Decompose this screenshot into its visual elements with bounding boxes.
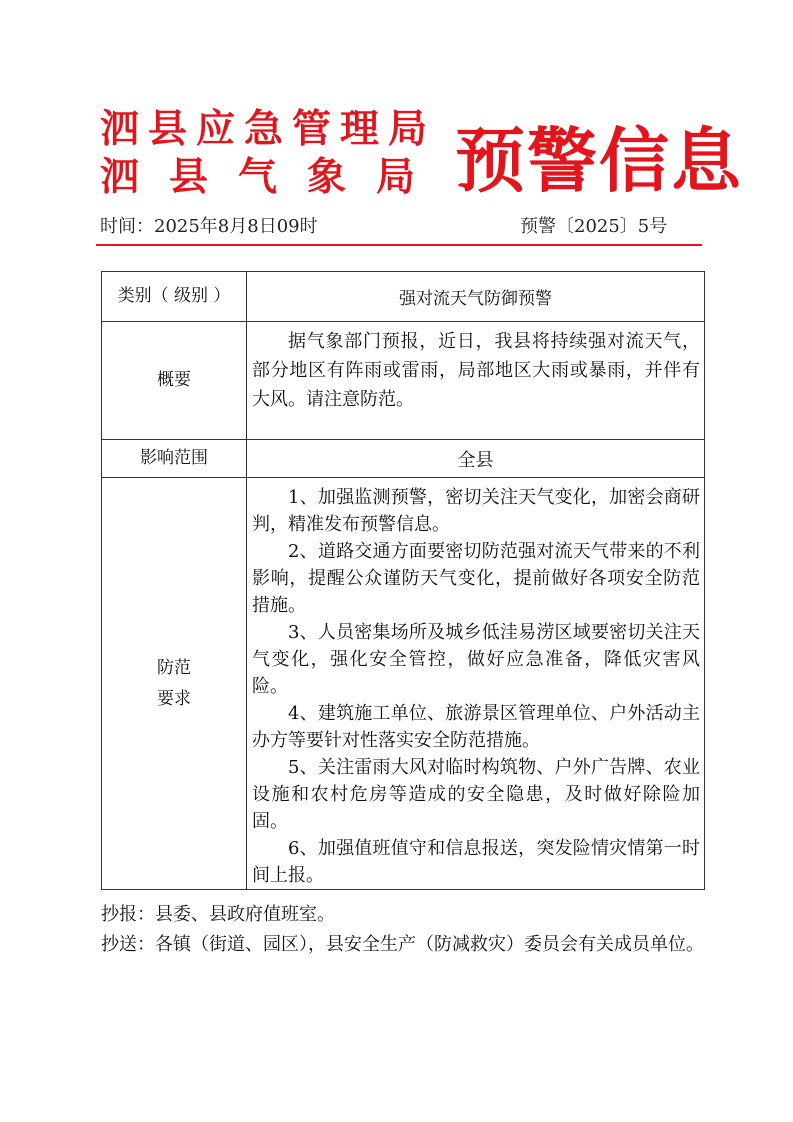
issuing-agency-line-2: 泗县气象局 — [100, 154, 446, 200]
report-to: 抄报：县委、县政府值班室。 — [101, 904, 335, 925]
requirement-item: 5、关注雷雨大风对临时构筑物、户外广告牌、农业设施和农村危房等造成的安全隐患，及时做好除险加固。 — [252, 757, 700, 832]
requirement-item: 1、加强监测预警，密切关注天气变化，加密会商研判，精准发布预警信息。 — [252, 487, 700, 535]
summary-cell — [247, 322, 705, 440]
issue-time: 时间：2025年8月8日09时 — [100, 216, 318, 237]
category-label: 类别（ 级别 ） — [102, 272, 247, 322]
send-to: 抄送：各镇（街道、园区），县安全生产（防减救灾）委员会有关成员单位。 — [101, 934, 704, 955]
summary-label: 概要 — [102, 322, 247, 440]
document-number: 预警〔2025〕5号 — [520, 216, 668, 237]
warning-table — [101, 271, 705, 890]
requirement-item: 4、建筑施工单位、旅游景区管理单位、户外活动主办方等要针对性落实安全防范措施。 — [252, 703, 700, 751]
issuing-agency-line-1: 泗县应急管理局 — [100, 106, 437, 152]
requirements-label-line-2: 要求 — [157, 688, 191, 709]
distribution-footer — [101, 900, 705, 960]
requirement-item: 6、加强值班值守和信息报送，突发险情灾情第一时间上报。 — [252, 838, 700, 886]
requirement-item: 3、人员密集场所及城乡低洼易涝区域要密切关注天气变化，强化安全管控，做好应急准备，降低灾害风险。 — [252, 622, 700, 697]
requirements-label — [102, 478, 247, 890]
requirements-label-line-1: 防范 — [157, 657, 191, 678]
requirements-row — [102, 478, 705, 890]
document-header — [0, 0, 793, 260]
category-value: 强对流天气防御预警 — [247, 272, 705, 322]
document-title: 预警信息 — [455, 119, 743, 202]
scope-row — [102, 440, 705, 478]
requirements-cell — [247, 478, 705, 890]
summary-text: 据气象部门预报，近日，我县将持续强对流天气，部分地区有阵雨或雷雨，局部地区大雨或暴雨，并伴有大风。请注意防范。 — [252, 331, 700, 410]
requirement-item: 2、道路交通方面要密切防范强对流天气带来的不利影响，提醒公众谨防天气变化，提前做好各项安全防范措施。 — [252, 541, 700, 616]
scope-value: 全县 — [247, 440, 705, 478]
scope-label: 影响范围 — [102, 440, 247, 478]
category-row — [102, 272, 705, 322]
header-divider — [96, 244, 702, 246]
summary-row — [102, 322, 705, 440]
